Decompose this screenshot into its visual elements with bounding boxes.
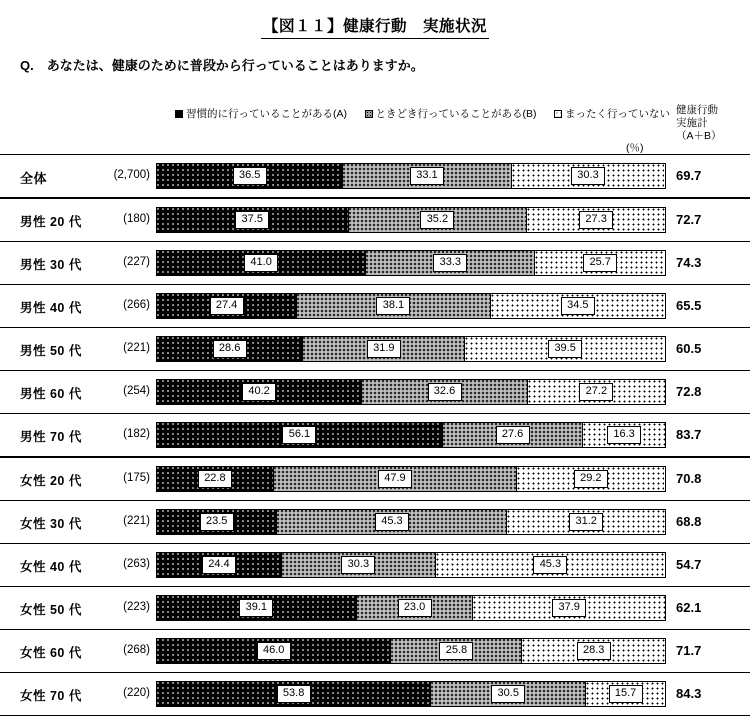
row-total-value: 84.3 [676,686,702,701]
bar-segment-b [348,208,527,232]
chart-row [0,587,750,630]
bar-segment-c [527,380,665,404]
bar-value-c: 30.3 [571,167,605,185]
row-bar [156,466,666,492]
total-column-header-line1: 健康行動 [676,104,718,116]
bar-segment-b [273,467,516,491]
bar-value-c: 27.3 [579,211,613,229]
row-label: 女性 20 代 [20,474,82,488]
row-total-value: 83.7 [676,427,702,442]
bar-value-a: 56.1 [282,426,316,444]
row-sample-size: (227) [123,256,150,268]
bar-segment-a [157,510,276,534]
bar-value-a: 37.5 [235,211,269,229]
bar-value-a: 53.8 [277,685,311,703]
bar-segment-c [534,251,665,275]
row-sample-size: (254) [123,385,150,397]
total-column-header-line3: （A＋B） [676,130,722,143]
bar-segment-a [157,337,302,361]
bar-segment-b [365,251,534,275]
row-total-value: 74.3 [676,255,702,270]
bar-value-b: 30.3 [341,556,375,574]
bar-segment-b [430,682,585,706]
percent-unit-label: (％) [626,142,644,154]
row-total-value: 72.7 [676,212,702,227]
bar-value-c: 29.2 [574,470,608,488]
bar-segment-a [157,251,365,275]
chart-row [0,199,750,242]
chart-row [0,414,750,458]
chart-row [0,285,750,328]
bar-value-b: 47.9 [378,470,412,488]
bar-segment-b [356,596,473,620]
row-total-value: 54.7 [676,557,702,572]
bar-segment-b [296,294,490,318]
chart-row [0,458,750,501]
bar-value-b: 33.3 [433,254,467,272]
row-label: 男性 30 代 [20,258,82,272]
bar-segment-c [582,423,665,447]
row-bar [156,422,666,448]
legend-item-a [175,106,347,121]
bar-value-a: 27.4 [210,297,244,315]
bar-value-b: 38.1 [376,297,410,315]
bar-value-b: 23.0 [398,599,432,617]
bar-value-a: 36.5 [233,167,267,185]
page-title [0,14,750,39]
bar-value-a: 40.2 [242,383,276,401]
bar-segment-a [157,294,296,318]
bar-value-c: 37.9 [552,599,586,617]
row-total-value: 71.7 [676,643,702,658]
row-bar [156,595,666,621]
bar-segment-a [157,682,430,706]
chart-row [0,154,750,199]
bar-segment-a [157,380,361,404]
bar-value-a: 41.0 [244,254,278,272]
row-label: 男性 40 代 [20,301,82,315]
bar-segment-c [472,596,665,620]
stacked-bar-chart [0,154,750,716]
total-column-header-line2: 実施計 [676,117,708,130]
bar-value-b: 45.3 [375,513,409,531]
bar-value-a: 23.5 [200,513,234,531]
bar-value-c: 31.2 [569,513,603,531]
row-bar [156,336,666,362]
row-sample-size: (182) [123,428,150,440]
row-bar [156,379,666,405]
chart-row [0,328,750,371]
row-total-value: 65.5 [676,298,702,313]
row-total-value: 69.7 [676,168,702,183]
bar-value-b: 30.5 [491,685,525,703]
question-text: Q. あなたは、健康のために普段から行っていることはありますか。 [20,58,424,73]
bar-value-a: 28.6 [213,340,247,358]
bar-value-c: 27.2 [579,383,613,401]
legend-item-b [365,106,537,121]
row-sample-size: (221) [123,515,150,527]
bar-segment-a [157,423,442,447]
bar-value-c: 16.3 [607,426,641,444]
bar-value-a: 46.0 [257,642,291,660]
row-bar [156,509,666,535]
legend-item-c [554,106,670,121]
row-label: 女性 50 代 [20,603,82,617]
chart-row [0,544,750,587]
bar-value-b: 25.8 [439,642,473,660]
bar-segment-b [342,164,510,188]
row-label: 男性 50 代 [20,344,82,358]
row-total-value: 68.8 [676,514,702,529]
bar-value-b: 35.2 [420,211,454,229]
row-sample-size: (180) [123,213,150,225]
bar-value-c: 15.7 [609,685,643,703]
bar-segment-c [464,337,665,361]
bar-segment-a [157,553,281,577]
bar-segment-a [157,164,342,188]
bar-value-b: 33.1 [410,167,444,185]
row-sample-size: (268) [123,644,150,656]
legend-swatch-b-icon [365,110,373,118]
chart-row [0,501,750,544]
row-sample-size: (2,700) [113,169,150,181]
row-bar [156,293,666,319]
bar-segment-c [490,294,665,318]
row-total-value: 62.1 [676,600,702,615]
chart-row [0,673,750,716]
chart-row [0,242,750,285]
row-label: 男性 60 代 [20,387,82,401]
bar-value-b: 31.9 [367,340,401,358]
legend-label-a: 習慣的に行っていることがある(A) [186,108,347,120]
bar-value-c: 28.3 [577,642,611,660]
row-bar [156,163,666,189]
bar-segment-c [585,682,665,706]
bar-segment-c [526,208,665,232]
legend-label-b: ときどき行っていることがある(B) [375,108,537,120]
row-label: 男性 20 代 [20,215,82,229]
bar-segment-a [157,596,356,620]
bar-value-b: 32.6 [428,383,462,401]
bar-value-a: 22.8 [198,470,232,488]
row-total-value: 72.8 [676,384,702,399]
row-label: 女性 40 代 [20,560,82,574]
row-sample-size: (266) [123,299,150,311]
row-bar [156,681,666,707]
bar-segment-b [302,337,464,361]
bar-segment-b [361,380,527,404]
legend-swatch-a-icon [175,110,183,118]
row-label: 男性 70 代 [20,430,82,444]
bar-segment-a [157,208,348,232]
row-bar [156,207,666,233]
page-title-text: 【図１１】健康行動 実施状況 [261,14,489,39]
row-bar [156,552,666,578]
bar-value-a: 24.4 [202,556,236,574]
bar-segment-b [442,423,582,447]
row-sample-size: (220) [123,687,150,699]
row-total-value: 60.5 [676,341,702,356]
legend [175,106,670,121]
bar-segment-c [506,510,664,534]
row-label: 女性 70 代 [20,689,82,703]
chart-row [0,371,750,414]
bar-segment-b [276,510,506,534]
bar-segment-a [157,467,273,491]
row-label: 全体 [20,171,48,186]
bar-value-c: 39.5 [548,340,582,358]
legend-label-c: まったく行っていない [565,108,670,120]
bar-segment-b [281,553,435,577]
row-total-value: 70.8 [676,471,702,486]
row-label: 女性 30 代 [20,517,82,531]
row-sample-size: (223) [123,601,150,613]
row-sample-size: (263) [123,558,150,570]
bar-segment-c [435,553,665,577]
bar-value-a: 39.1 [239,599,273,617]
total-column-header [676,104,748,143]
bar-segment-b [390,639,521,663]
bar-value-b: 27.6 [496,426,530,444]
bar-value-c: 45.3 [533,556,567,574]
row-sample-size: (175) [123,472,150,484]
chart-page [0,14,750,718]
bar-segment-c [511,164,665,188]
bar-value-c: 34.5 [561,297,595,315]
chart-row [0,630,750,673]
row-sample-size: (221) [123,342,150,354]
row-label: 女性 60 代 [20,646,82,660]
bar-segment-a [157,639,390,663]
row-bar [156,638,666,664]
bar-segment-c [516,467,664,491]
legend-swatch-c-icon [554,110,562,118]
bar-segment-c [521,639,665,663]
row-bar [156,250,666,276]
bar-value-c: 25.7 [583,254,617,272]
